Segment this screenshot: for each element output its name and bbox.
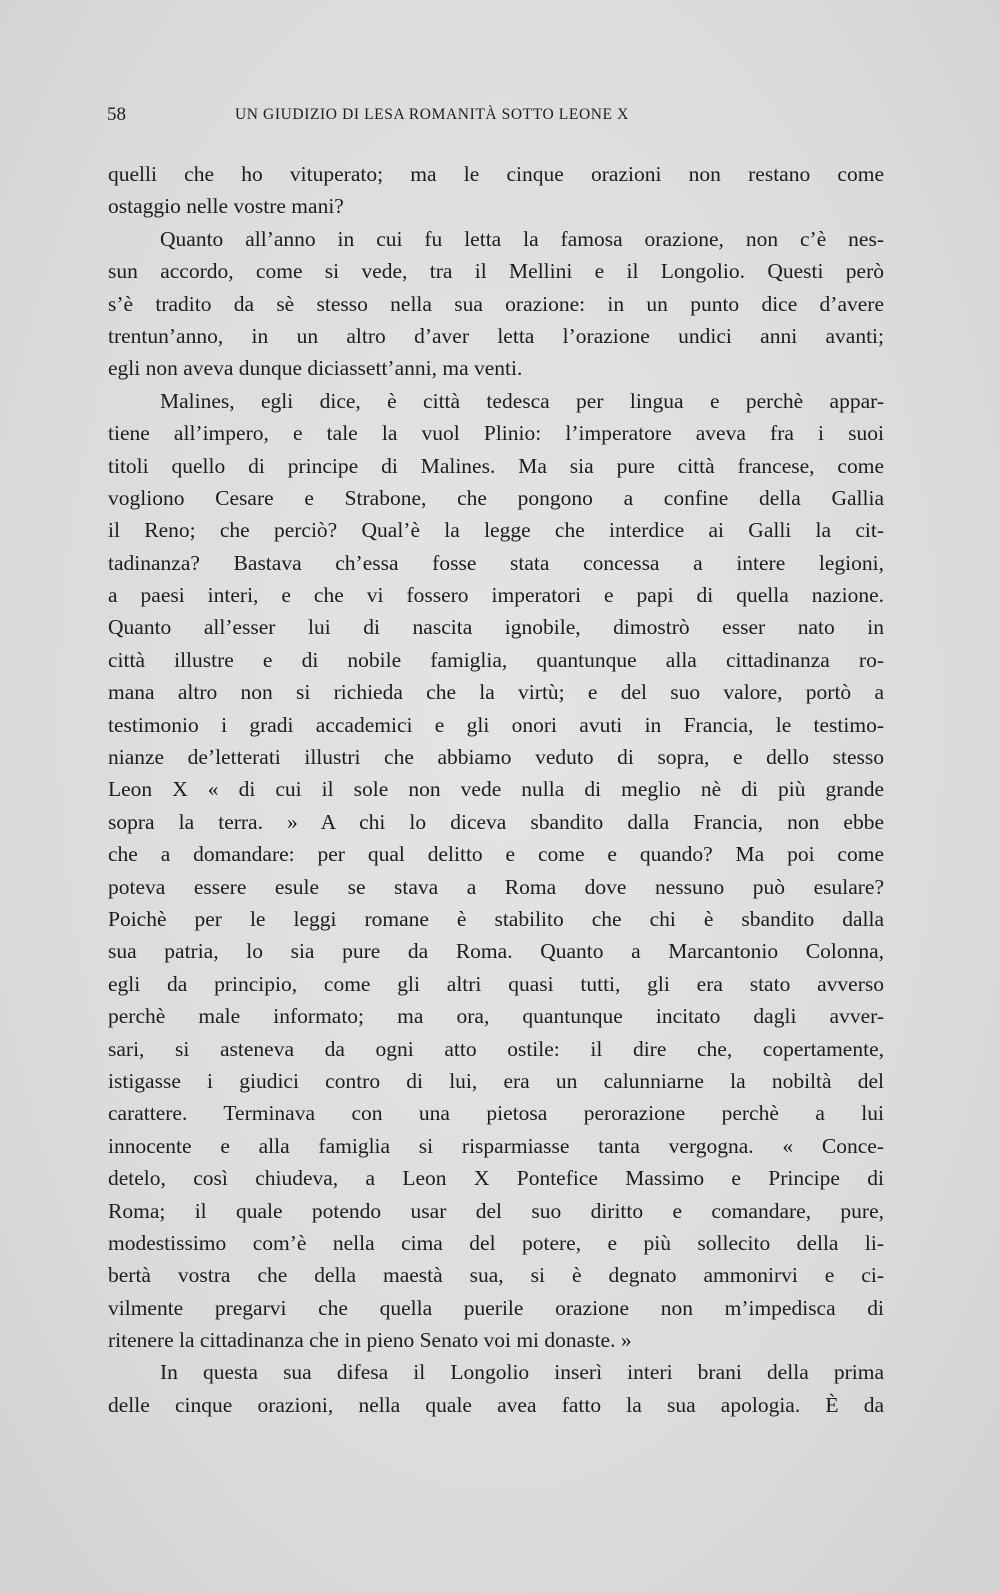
text-line: innocente e alla famiglia si risparmiasse tanta vergogna. « Conce- (108, 1133, 884, 1158)
text-line: Leon X « di cui il sole non vede nulla di meglio nè di più grande (108, 777, 884, 802)
text-line: tadinanza? Bastava ch’essa fosse stata concessa a intere legioni, (108, 550, 884, 575)
text-line: modestissimo com’è nella cima del potere, e più sollecito della li- (108, 1230, 884, 1255)
text-line: detelo, così chiudeva, a Leon X Pontefice Massimo e Principe di (108, 1166, 884, 1191)
body-text (108, 158, 884, 1421)
text-line: che a domandare: per qual delitto e come e quando? Ma poi come (108, 842, 884, 867)
text-line: Roma; il quale potendo usar del suo diritto e comandare, pure, (108, 1198, 884, 1223)
text-line: testimonio i gradi accademici e gli onori avuti in Francia, le testimo- (108, 712, 884, 737)
text-line: sua patria, lo sia pure da Roma. Quanto a Marcantonio Colonna, (108, 939, 884, 964)
page-number: 58 (107, 104, 126, 125)
running-head: UN GIUDIZIO DI LESA ROMANITÀ SOTTO LEONE X (235, 106, 629, 123)
text-line: s’è tradito da sè stesso nella sua orazione: in un punto dice d’avere (108, 291, 884, 316)
text-line: perchè male informato; ma ora, quantunque incitato dagli avver- (108, 1004, 884, 1029)
text-line: quelli che ho vituperato; ma le cinque orazioni non restano come (108, 162, 884, 186)
text-line: vilmente pregarvi che quella puerile orazione non m’impedisca di (108, 1295, 884, 1320)
text-line: Quanto all’anno in cui fu letta la famosa orazione, non c’è nes- (160, 226, 884, 251)
text-line: sari, si asteneva da ogni atto ostile: il dire che, copertamente, (108, 1036, 884, 1061)
text-line: carattere. Terminava con una pietosa perorazione perchè a lui (108, 1101, 884, 1126)
text-line: titoli quello di principe di Malines. Ma sia pure città francese, come (108, 453, 884, 478)
page-header (107, 104, 887, 134)
text-line: In questa sua difesa il Longolio inserì interi brani della prima (160, 1360, 884, 1385)
text-line: a paesi interi, e che vi fossero imperatori e papi di quella nazione. (108, 583, 884, 608)
text-line: bertà vostra che della maestà sua, si è degnato ammonirvi e ci- (108, 1263, 884, 1288)
text-line: poteva essere esule se stava a Roma dove nessuno può esulare? (108, 874, 884, 899)
text-line: mana altro non si richieda che la virtù; e del suo valore, portò a (108, 680, 884, 705)
text-line: egli non aveva dunque diciassett’anni, ma venti. (108, 356, 523, 381)
text-line: nianze de’letterati illustri che abbiamo veduto di sopra, e dello stesso (108, 745, 884, 770)
text-line: tiene all’impero, e tale la vuol Plinio: l’imperatore aveva fra i suoi (108, 421, 884, 446)
text-line: delle cinque orazioni, nella quale avea fatto la sua apologia. È da (108, 1392, 884, 1417)
text-line: ostaggio nelle vostre mani? (108, 194, 344, 219)
text-line: Poichè per le leggi romane è stabilito che chi è sbandito dalla (108, 906, 884, 931)
text-line: istigasse i giudici contro di lui, era un calunniarne la nobiltà del (108, 1068, 884, 1093)
text-line: vogliono Cesare e Strabone, che pongono a confine della Gallia (108, 485, 884, 510)
text-line: Malines, egli dice, è città tedesca per lingua e perchè appar- (160, 388, 884, 413)
text-line: trentun’anno, in un altro d’aver letta l’orazione undici anni avanti; (108, 323, 884, 348)
text-line: Quanto all’esser lui di nascita ignobile, dimostrò esser nato in (108, 615, 884, 640)
text-line: ritenere la cittadinanza che in pieno Senato voi mi donaste. » (108, 1328, 632, 1353)
text-line: sopra la terra. » A chi lo diceva sbandito dalla Francia, non ebbe (108, 809, 884, 834)
text-line: città illustre e di nobile famiglia, quantunque alla cittadinanza ro- (108, 647, 884, 672)
text-line: egli da principio, come gli altri quasi tutti, gli era stato avverso (108, 971, 884, 996)
text-line: il Reno; che perciò? Qual’è la legge che interdice ai Galli la cit- (108, 518, 884, 543)
text-line: sun accordo, come si vede, tra il Mellini e il Longolio. Questi però (108, 259, 884, 284)
